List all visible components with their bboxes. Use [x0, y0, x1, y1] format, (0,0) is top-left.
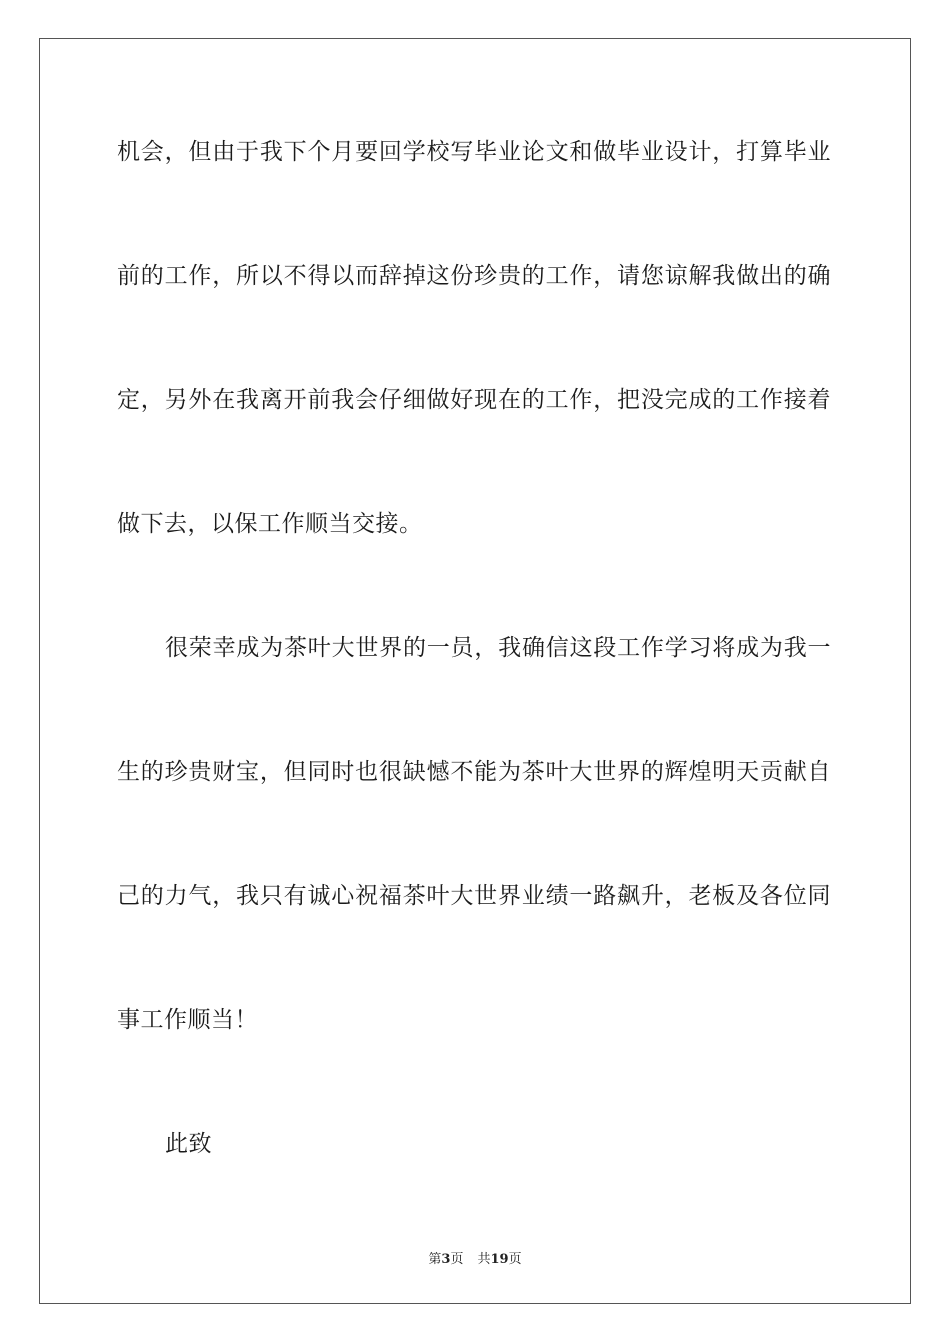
- paragraph-line: 定，另外在我离开前我会仔细做好现在的工作，把没完成的工作接着: [117, 387, 831, 413]
- paragraph-line: 很荣幸成为茶叶大世界的一员，我确信这段工作学习将成为我一: [165, 635, 831, 661]
- paragraph-line: 机会，但由于我下个月要回学校写毕业论文和做毕业设计，打算毕业: [117, 139, 831, 165]
- paragraph-line: 己的力气，我只有诚心祝福茶叶大世界业绩一路飙升，老板及各位同: [117, 883, 831, 909]
- footer-prefix: 第: [428, 1252, 442, 1267]
- footer-total-prefix: 共: [477, 1252, 491, 1267]
- paragraph-line: 事工作顺当！: [117, 1007, 258, 1033]
- closing-salutation: 此致: [165, 1131, 212, 1157]
- footer-page-suffix: 页: [450, 1252, 464, 1267]
- page-number: 3: [441, 1252, 451, 1267]
- paragraph-line: 做下去，以保工作顺当交接。: [117, 511, 423, 537]
- page-border: [39, 38, 911, 1304]
- paragraph-line: 前的工作，所以不得以而辞掉这份珍贵的工作，请您谅解我做出的确: [117, 263, 831, 289]
- footer-total-suffix: 页: [508, 1252, 522, 1267]
- page-footer: [0, 1248, 950, 1267]
- total-pages: 19: [490, 1252, 509, 1267]
- paragraph-line: 生的珍贵财宝，但同时也很缺憾不能为茶叶大世界的辉煌明天贡献自: [117, 759, 831, 785]
